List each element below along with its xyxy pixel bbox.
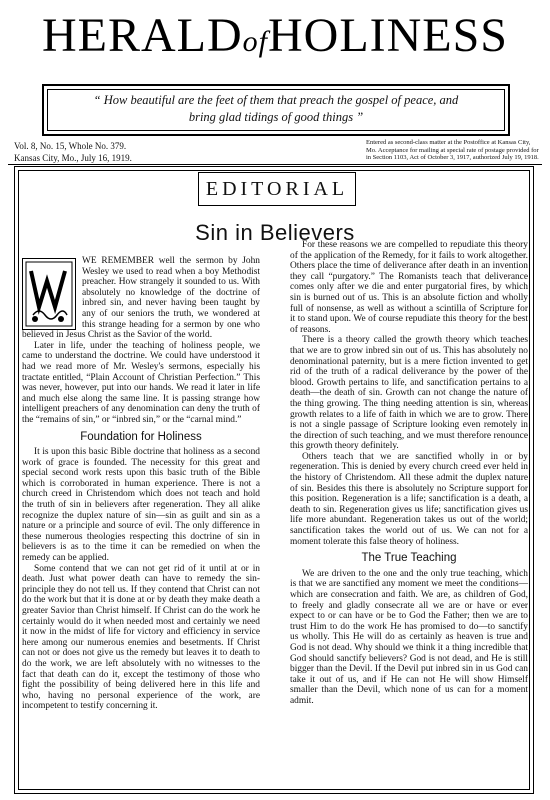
left-paragraph-3: It is upon this basic Bible doctrine that holiness as a second work of grace is founded. The necessity for this great and special second work rests upon this basic truth of the Bible which is corroborated in human experience. There is not a church creed in Christendom which does not teach and hold the truth of sin in believers after regeneration. They all alike recognize the duplex nature of sin—sin as guilt and sin as a nature or a principle and source of evil. The only difference in these numerous theologies respecting this doctrine of sin in believers is as to the time it can be remedied on when the remedy can be applied. xyxy=(22,447,260,564)
section-label: EDITORIAL xyxy=(205,178,349,200)
issue-info xyxy=(14,140,132,164)
issue-place-date: Kansas City, Mo., July 16, 1919. xyxy=(14,153,132,163)
left-paragraph-2: Later in life, under the teaching of holiness people, we came to understand the doctrine. We could have understood it had we read more of Mr. Wesley's sermons, especially his tractate entitled, “Plain Account of Christian Perfection.” This was never, however, put into our hands. We read it later in life and much else along the same line. It is passing strange how intelligent preachers of any denomination can deny the truth of the “remains of sin,” or “inbred sin,” or the “carnal mind.” xyxy=(22,340,260,425)
header-rule xyxy=(8,164,542,165)
right-column xyxy=(290,240,528,707)
masthead-herald: HERALD xyxy=(41,9,243,62)
left-column xyxy=(22,256,260,712)
right-paragraph-4: We are driven to the one and the only true teaching, which is that we are sanctified any moment we meet the conditions—which are consecration and faith. We are, as children of God, to freely and gladly consecrate all we are or have or ever expect to or can have or be to God the Father; then we are to trust Him to do the work He has promised to do—to sanctify us wholly. This He will do as certainly as heaven is true and God is not dead. Why should we think it a thing incredible that God should sanctify believers? God is not dead, and He is still bigger than the Devil. If the Devil put inbred sin in us God can take it out of us, and if He can not He will show Himself smaller than the Devil, which none of us can for a moment admit. xyxy=(290,568,528,706)
issue-volume: Vol. 8, No. 15, Whole No. 379. xyxy=(14,141,127,151)
motto-box xyxy=(42,84,510,136)
drop-cap-w-icon xyxy=(23,259,75,329)
article-title: Sin in Believers xyxy=(195,220,355,245)
subheading-foundation: Foundation for Holiness xyxy=(80,430,202,443)
right-paragraph-1: For these reasons we are compelled to repudiate this theory of the application of the Remedy, for it fails to work altogether. Others place the time of deliverance after death in an invention they call “purgatory.” The Romanists teach that deliverance comes only after we die and enter purgatorial fires, by which sin is burned out of us. This is an absolute fiction and wholly full of nonsense, as well as without a scintilla of Scripture for it to stand upon. We of course repudiate this theory for the best of reasons. xyxy=(290,240,528,335)
masthead-holiness: HOLINESS xyxy=(267,9,508,62)
motto xyxy=(54,92,498,126)
right-paragraph-3: Others teach that we are sanctified wholly in or by regeneration. This is denied by every church creed ever held in the history of Christendom. All these admit the duplex nature of sin. Besides this there is absolutely no Scripture support for this position. Regeneration is a life; sanctification is a death, a death to sin. Regeneration gives us life; sanctification gives us life more abundant. Regeneration takes us out of the world; sanctification takes the world out of us. We can not for a moment tolerate this false theory of holiness. xyxy=(290,451,528,547)
motto-line-1: “ How beautiful are the feet of them that preach the gospel of peace, and xyxy=(93,93,459,107)
right-paragraph-2: There is a theory called the growth theory which teaches that we are to grow inbred sin out of us. This has absolutely no denominational paternity, but is a mere fiction invented to get rid of the truth of a radical deliverance by the power of the blood. Growth pertains to life, and sanctification pertains to a death—the death of sin. Growth can not change the nature of the thing growing. The thing needing attention is sin, whereas growth relates to a life of faith in which we are to grow. There is not a single passage of Scripture looking even remotely in the direction of such teaching, and we must therefore renounce this growth theory definitely. xyxy=(290,335,528,452)
drop-cap-ornament xyxy=(22,258,76,330)
section-label-box xyxy=(198,172,356,206)
left-paragraph-4: Some contend that we can not get rid of it until at or in death. Just what power death can have to remedy the sin-principle they do not tell us. If they contend that Christ can not do the work but that it is done at or by death they make death a greater Savior than Christ himself. If Christ can do the work he certainly would do it when needed most and certainly we need it now in the midst of life for victory and efficiency in service here among our numerous enemies and besetments. If Christ can not or does not give us the remedy but leaves it to death to do the work, we are left absolutely with no witnesses to the fact that death can do it, except the testimony of those who fight the possibility of being delivered here in this life and who, having no personal experience of the work, are incompetent to testify concerning it. xyxy=(22,563,260,712)
motto-line-2: bring glad tidings of good things ” xyxy=(188,110,364,124)
subheading-true-teaching: The True Teaching xyxy=(361,552,457,565)
entry-note: Entered as second-class matter at the Postoffice at Kansas City, Mo. Acceptance for mailing at special rate of postage provided for in Section 1103, Act of October 3, 1917, authorized July 19, 1918. xyxy=(366,139,539,162)
left-paragraph-1: WE REMEMBER well the sermon by John Wesley we used to read when a boy Methodist preacher. How strangely it sounded to us. With absolutely no knowledge of the doctrine of inbred sin, and never having been taught by any of our seniors the truth, we wondered at this strange heading for a sermon by one who believed in Jesus Christ as the Savior of the world. xyxy=(22,256,260,341)
masthead-title xyxy=(0,4,550,74)
masthead-of: of xyxy=(242,25,268,58)
